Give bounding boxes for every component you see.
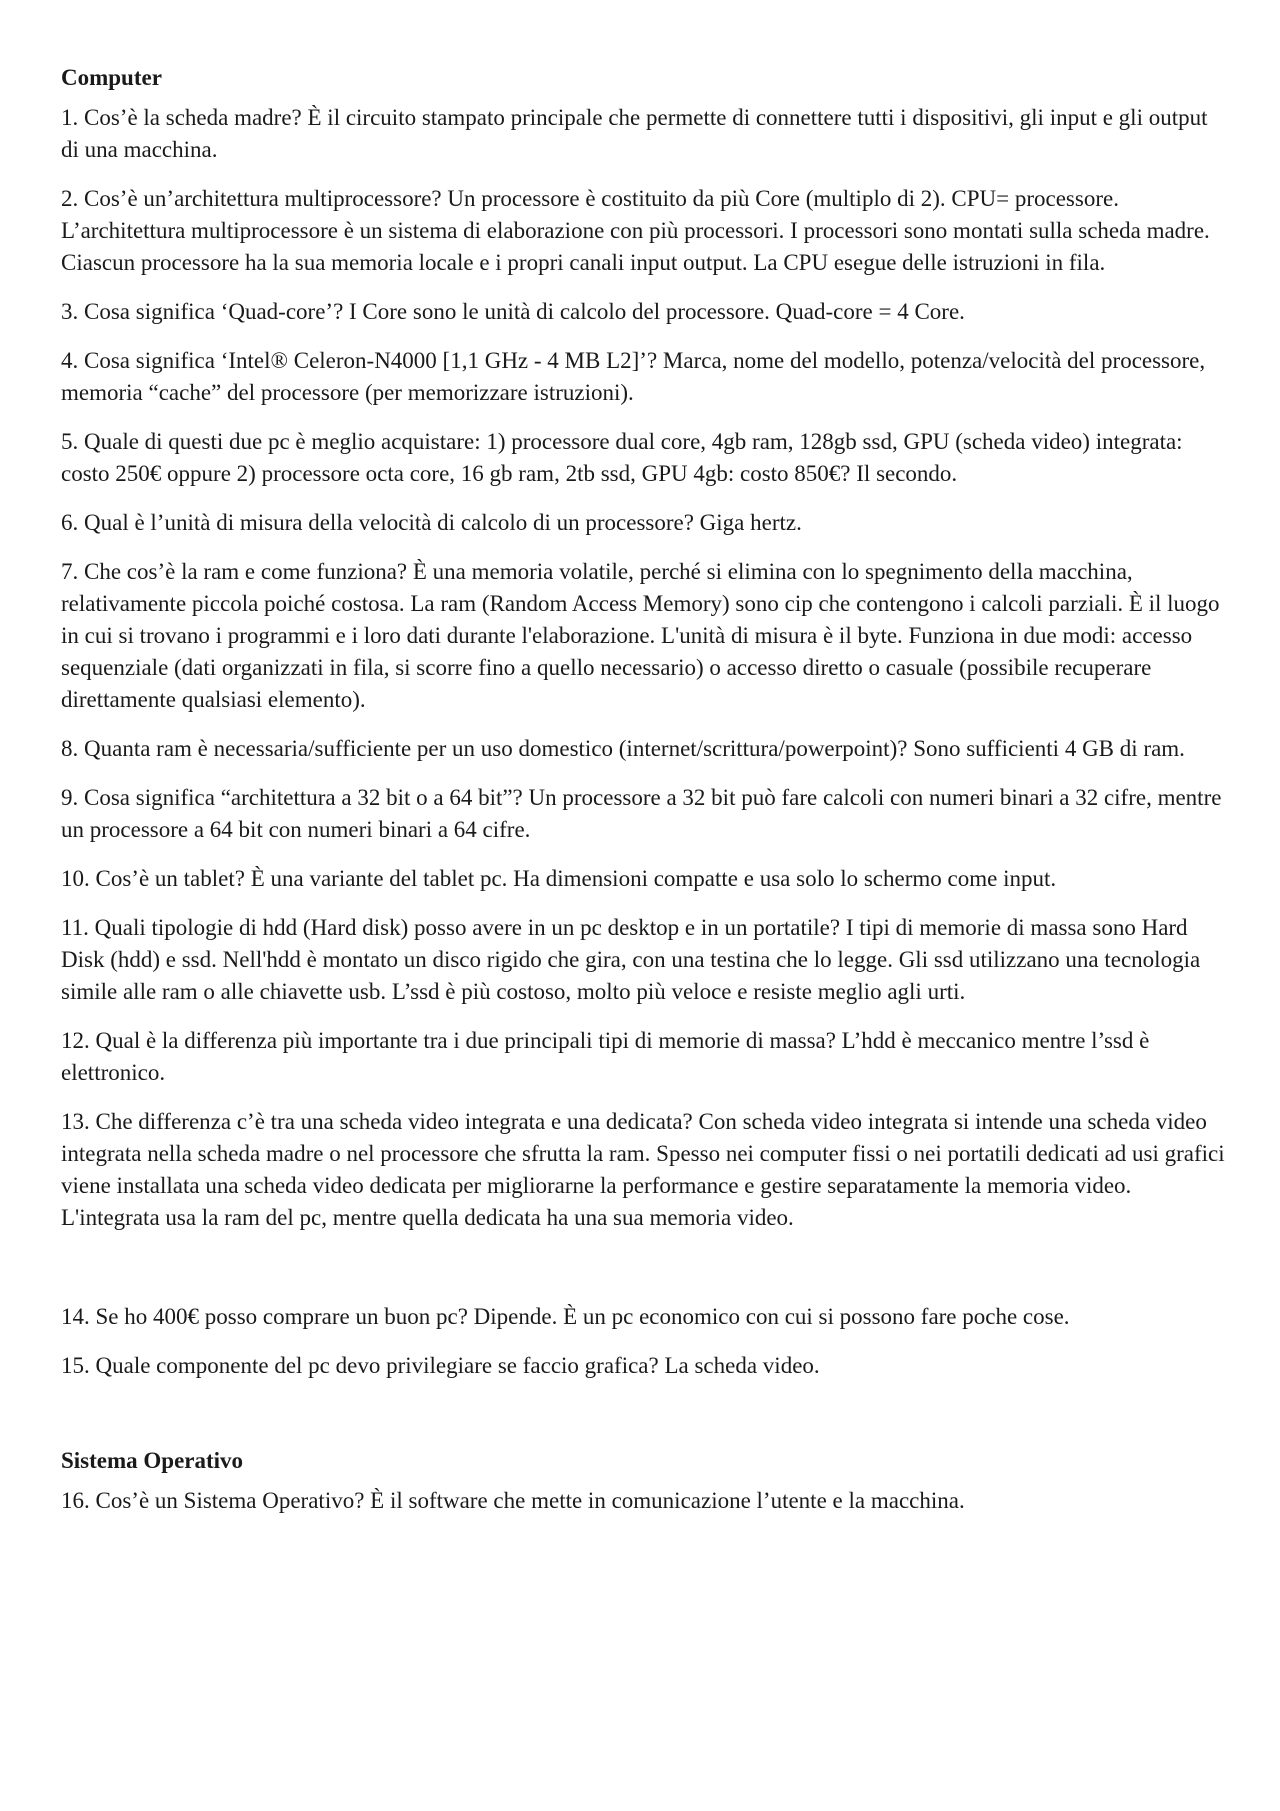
question-8: 8. Quanta ram è necessaria/sufficiente per un uso domestico (internet/scrittura/powerpoint)? Sono sufficienti 4 GB di ram. [61, 736, 1185, 761]
question-10: 10. Cos’è un tablet? È una variante del tablet pc. Ha dimensioni compatte e usa solo lo schermo come input. [61, 866, 1057, 891]
section-spacer [61, 1399, 1231, 1445]
question-7: 7. Che cos’è la ram e come funziona? È una memoria volatile, perché si elimina con lo spegnimento della macchina, relativamente piccola poiché costosa. La ram (Random Access Memory) sono cip che contengono i calcoli parziali. È il luogo in cui si trovano i programmi e i loro dati durante l'elaborazione. L'unità di misura è il byte. Funziona in due modi: accesso sequenziale (dati organizzati in fila, si scorre fino a quello necessario) o accesso diretto o casuale (possibile recuperare direttamente qualsiasi elemento). [61, 559, 1220, 712]
document-page [61, 62, 1231, 1534]
question-1: 1. Cos’è la scheda madre? È il circuito stampato principale che permette di connettere tutti i dispositivi, gli input e gli output di una macchina. [61, 105, 1208, 162]
question-3: 3. Cosa significa ‘Quad-core’? I Core sono le unità di calcolo del processore. Quad-core = 4 Core. [61, 299, 965, 324]
question-6: 6. Qual è l’unità di misura della velocità di calcolo di un processore? Giga hertz. [61, 510, 802, 535]
section-title-sistema-operativo: Sistema Operativo [61, 1448, 244, 1473]
question-5: 5. Quale di questi due pc è meglio acquistare: 1) processore dual core, 4gb ram, 128gb ssd, GPU (scheda video) integrata: costo 250€ oppure 2) processore octa core, 16 gb ram, 2tb ssd, GPU 4gb: costo 850€? Il secondo. [61, 429, 1183, 486]
question-9: 9. Cosa significa “architettura a 32 bit o a 64 bit”? Un processore a 32 bit può fare calcoli con numeri binari a 32 cifre, mentre un processore a 64 bit con numeri binari a 64 cifre. [61, 785, 1222, 842]
question-15: 15. Quale componente del pc devo privilegiare se faccio grafica? La scheda video. [61, 1353, 820, 1378]
section-title-computer: Computer [61, 65, 162, 90]
question-11: 11. Quali tipologie di hdd (Hard disk) posso avere in un pc desktop e in un portatile? I tipi di memorie di massa sono Hard Disk (hdd) e ssd. Nell'hdd è montato un disco rigido che gira, con una testina che lo legge. Gli ssd utilizzano una tecnologia simile alle ram o alle chiavette usb. L’ssd è più costoso, molto più veloce e resiste meglio agli urti. [61, 915, 1201, 1004]
question-16: 16. Cos’è un Sistema Operativo? È il software che mette in comunicazione l’utente e la macchina. [61, 1488, 965, 1513]
blank-space [61, 1251, 1231, 1301]
question-13: 13. Che differenza c’è tra una scheda video integrata e una dedicata? Con scheda video integrata si intende una scheda video integrata nella scheda madre o nel processore che sfrutta la ram. Spesso nei computer fissi o nei portatili dedicati ad usi grafici viene installata una scheda video dedicata per migliorarne la performance e gestire separatamente la memoria video. L'integrata usa la ram del pc, mentre quella dedicata ha una sua memoria video. [61, 1109, 1225, 1230]
question-2: 2. Cos’è un’architettura multiprocessore? Un processore è costituito da più Core (multiplo di 2). CPU= processore. L’architettura multiprocessore è un sistema di elaborazione con più processori. I processori sono montati sulla scheda madre. Ciascun processore ha la sua memoria locale e i propri canali input output. La CPU esegue delle istruzioni in fila. [61, 186, 1210, 275]
question-12: 12. Qual è la differenza più importante tra i due principali tipi di memorie di massa? L’hdd è meccanico mentre l’ssd è elettronico. [61, 1028, 1150, 1085]
question-14: 14. Se ho 400€ posso comprare un buon pc? Dipende. È un pc economico con cui si possono fare poche cose. [61, 1304, 1070, 1329]
question-4: 4. Cosa significa ‘Intel® Celeron-N4000 [1,1 GHz - 4 MB L2]’? Marca, nome del modello, potenza/velocità del processore, memoria “cache” del processore (per memorizzare istruzioni). [61, 348, 1206, 405]
